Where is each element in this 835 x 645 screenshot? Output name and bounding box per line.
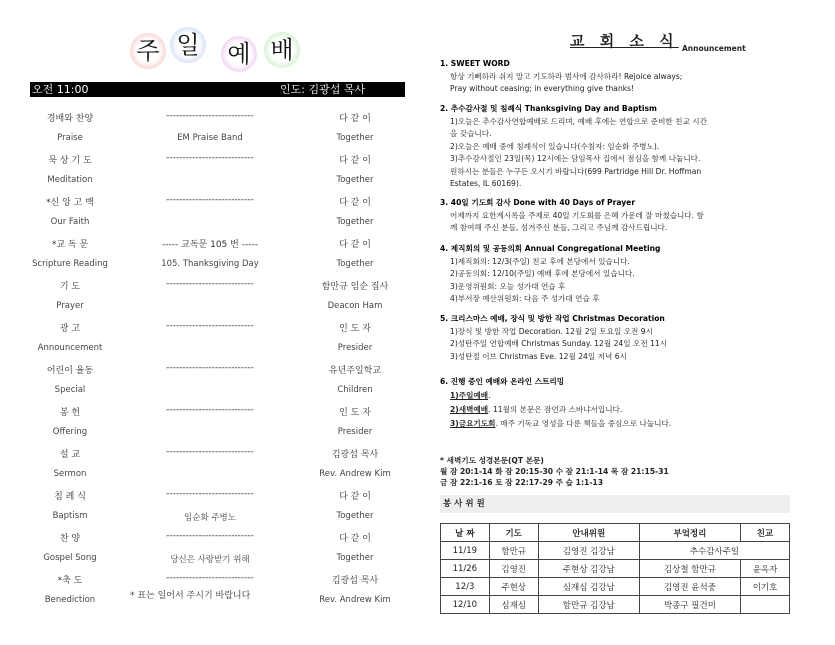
streaming-item	[440, 417, 800, 431]
volunteers-table	[440, 523, 790, 614]
order-item-person: 다 같 이	[339, 492, 371, 502]
order-item-detail: 105. Thanksgiving Day	[161, 259, 259, 269]
volunteers-cell: 심재심	[489, 596, 538, 614]
order-item-name: 묵 상 기 도	[48, 156, 92, 166]
announcement-heading: 3. 40일 기도회 감사 Done with 40 Days of Prayer	[440, 198, 636, 207]
order-item-person: Children	[337, 385, 373, 395]
order-item-person: 김광섭 목사	[331, 450, 379, 460]
announcement-section	[440, 197, 800, 235]
table-row	[441, 542, 790, 560]
order-item-person: Together	[336, 175, 374, 185]
order-item-detail: ---------------------------	[166, 573, 254, 583]
volunteers-cell: 심재심 김강남	[538, 578, 639, 596]
volunteers-cell: 이기호	[741, 578, 790, 596]
volunteers-title: 봉 사 위 원	[440, 495, 790, 513]
order-item-name: *신 앙 고 백	[46, 198, 94, 208]
announcement-line: Pray without ceasing; in everything give thanks!	[450, 84, 635, 93]
news-title: 교 회 소 식	[570, 32, 679, 50]
streaming-desc: . 매주 기독교 영성을 다룬 책들을 중심으로 나눕니다.	[495, 419, 672, 428]
order-item-detail: ---------------------------	[166, 111, 254, 121]
announcement-line: 1)장식 및 방한 작업 Decoration. 12월 2일 토요일 오전 9시	[450, 326, 653, 336]
streaming-label[interactable]: 1)주일예배	[450, 391, 489, 400]
announcement-heading: 1. SWEET WORD	[440, 59, 510, 68]
order-item-detail: ---------------------------	[166, 447, 254, 457]
order-item-person: Together	[336, 259, 374, 269]
streaming-label[interactable]: 2)새벽예배	[450, 405, 489, 414]
volunteers-cell: 박종구 필건미	[639, 596, 740, 614]
volunteers-cell: 주현상	[489, 578, 538, 596]
table-row	[441, 560, 790, 578]
order-item-detail: 당신은 사랑받기 위해	[170, 555, 250, 565]
news-subtitle: Announcement	[682, 44, 746, 53]
order-item-name: *축 도	[57, 576, 83, 586]
order-item-person: 인 도 자	[339, 408, 371, 418]
order-item-name: 경배와 찬양	[46, 114, 94, 124]
announcement-line: 3)운영위원회: 오늘 성가대 연습 후	[450, 281, 566, 291]
order-item-person: 유년주일학교	[328, 366, 382, 376]
announcement-line: 1)오늘은 추수감사연합예배로 드리며, 예배 후에는 연합으로 준비한 친교 시간	[450, 116, 707, 126]
order-item-person: 다 같 이	[339, 534, 371, 544]
announcement-section	[440, 313, 800, 363]
qt-section	[440, 455, 800, 488]
order-item-name: Special	[54, 385, 86, 395]
title-char-4: 배	[264, 32, 300, 68]
order-item-person: 인 도 자	[339, 324, 371, 334]
order-item-name: Our Faith	[50, 217, 90, 227]
volunteers-header-cell: 기도	[489, 524, 538, 542]
announcement-heading: 4. 제직회의 및 공동의회 Annual Congregational Meeting	[440, 244, 661, 253]
order-item-person: Together	[336, 217, 374, 227]
order-item-name: 어린이 율동	[46, 366, 94, 376]
order-item-detail: EM Praise Band	[177, 133, 243, 143]
order-item-person: Presider	[337, 343, 373, 353]
qt-title: * 새벽기도 성경본문(QT 본문)	[440, 456, 544, 465]
announcement-heading: 6. 진행 중인 예배와 온라인 스트리밍	[440, 377, 565, 386]
order-item-detail: ---------------------------	[166, 195, 254, 205]
order-item-detail: ---------------------------	[166, 279, 254, 289]
service-header-bar	[30, 82, 405, 97]
volunteers-cell: 추수감사주일	[639, 542, 789, 560]
streaming-item	[440, 389, 800, 403]
announcement-line: Estates, IL 60169).	[450, 179, 522, 188]
order-item-name: 기 도	[59, 282, 81, 292]
announcement-section	[440, 103, 800, 191]
order-item-person: 함만규 임순 집사	[321, 282, 389, 292]
order-item-person: 김광섭 목사	[331, 576, 379, 586]
announcement-heading: 2. 추수감사절 및 침례식 Thanksgiving Day and Baptism	[440, 104, 657, 113]
qt-line: 월 잠 20:1-14 화 잠 20:15-30 수 잠 21:1-14 목 잠 21:15-31	[440, 467, 669, 476]
volunteers-header-cell: 안내위원	[538, 524, 639, 542]
volunteers-cell: 12/10	[441, 596, 490, 614]
title-char-3: 예	[221, 36, 257, 72]
order-item-name: Gospel Song	[43, 553, 97, 563]
order-item-person: Rev. Andrew Kim	[319, 469, 391, 479]
service-leader: 인도: 김광섭 목사	[280, 83, 366, 96]
streaming-desc: . 11월의 본문은 잠언과 스바냐서입니다.	[488, 405, 623, 414]
order-item-name: Praise	[57, 133, 83, 143]
order-item-name: Announcement	[37, 343, 103, 353]
order-item-name: 찬 양	[59, 534, 81, 544]
order-item-name: Benediction	[44, 595, 96, 605]
order-item-name: 침 례 식	[54, 492, 86, 502]
order-item-person: Rev. Andrew Kim	[319, 595, 391, 605]
announcement-line: 2)성탄주일 연합예배 Christmas Sunday. 12월 24일 오전 11시	[450, 339, 668, 348]
order-item-name: 광 고	[59, 324, 81, 334]
volunteers-header-cell: 친교	[741, 524, 790, 542]
order-item-detail: ---------------------------	[166, 321, 254, 331]
announcement-line: 4)부서장 예산위원회: 다음 주 성가대 연습 후	[450, 294, 600, 303]
volunteers-cell: 함만규 김강남	[538, 596, 639, 614]
order-item-name: Scripture Reading	[32, 259, 108, 269]
volunteers-cell: 윤옥자	[741, 560, 790, 578]
announcement-line: 3)성탄절 이브 Christmas Eve. 12월 24일 저녁 6시	[450, 351, 627, 361]
qt-line: 금 잠 22:1-16 토 잠 22:17-29 주 습 1:1-13	[440, 478, 603, 487]
service-time: 오전 11:00	[32, 83, 89, 96]
announcement-line: 3)추수감사절인 23일(목) 12시에는 담임목사 집에서 점심을 함께 나눕니다.	[450, 154, 701, 163]
volunteers-cell	[741, 596, 790, 614]
order-item-person: 다 같 이	[339, 198, 371, 208]
volunteers-cell: 주현상 김강남	[538, 560, 639, 578]
volunteers-header-cell: 부엌정리	[639, 524, 740, 542]
order-item-name: 설 교	[59, 450, 81, 460]
order-item-person: Presider	[337, 427, 373, 437]
volunteers-cell: 함만규	[489, 542, 538, 560]
order-item-detail: ---------------------------	[166, 405, 254, 415]
announcement-heading: 5. 크리스마스 예배, 장식 및 방한 작업 Christmas Decoration	[440, 314, 665, 323]
announcement-line: 2)공동의회: 12/10(주일) 예배 후에 본당에서 있습니다.	[450, 269, 635, 278]
order-item-person: Deacon Ham	[327, 301, 383, 311]
volunteers-cell: 김영진 윤석중	[639, 578, 740, 596]
volunteers-cell: 김상철 함만규	[639, 560, 740, 578]
table-row	[441, 578, 790, 596]
order-item-person: Together	[336, 133, 374, 143]
announcement-section	[440, 243, 800, 306]
announcement-line: 원하시는 분들은 누구든 오시기 바랍니다(699 Partridge Hill Dr. Hoffman	[450, 166, 702, 176]
announcement-line: 께 참여해 주신 분들, 섬겨주신 분들, 그리고 주님께 감사드립니다.	[450, 223, 668, 232]
table-row	[441, 596, 790, 614]
order-item-person: Together	[336, 511, 374, 521]
order-item-detail: ---------------------------	[166, 489, 254, 499]
order-item-name: Meditation	[47, 175, 93, 185]
order-item-person: Together	[336, 553, 374, 563]
order-item-name: Offering	[52, 427, 88, 437]
title-char-1: 주	[130, 33, 166, 69]
order-item-name: Sermon	[53, 469, 87, 479]
order-item-person: 다 같 이	[339, 156, 371, 166]
announcement-line: 1)제직회의: 12/3(주일) 친교 후에 본당에서 있습니다.	[450, 256, 630, 266]
announcement-line: 항상 기뻐하라 쉬지 말고 기도하라 범사에 감사하라! Rejoice always;	[450, 71, 683, 81]
order-item-name: Baptism	[52, 511, 88, 521]
order-item-person: 다 같 이	[339, 240, 371, 250]
announcement-line: 어제까지 요한계시록을 주제로 40일 기도회를 은혜 가운데 잘 마쳤습니다. 함	[450, 210, 704, 220]
announcement-line: 을 갖습니다.	[450, 129, 492, 138]
volunteers-header-cell: 날 짜	[441, 524, 490, 542]
order-item-name: 봉 헌	[59, 408, 81, 418]
volunteers-cell: 김영진 김강남	[538, 542, 639, 560]
volunteers-cell: 김영진	[489, 560, 538, 578]
order-item-detail: ---------------------------	[166, 153, 254, 163]
volunteers-cell: 12/3	[441, 578, 490, 596]
order-item-name: *교 독 문	[51, 240, 89, 250]
announcement-section	[440, 58, 800, 96]
order-item-detail: ---------------------------	[166, 363, 254, 373]
streaming-item	[440, 403, 800, 417]
announcement-section	[440, 375, 800, 431]
announcement-line: 2)오늘은 예배 중에 침례식이 있습니다(수침자: 임순화 주병노).	[450, 141, 660, 151]
order-item-detail: 임순화 주병노	[184, 513, 236, 523]
footnote: * 표는 일어서 주시기 바랍니다	[130, 591, 251, 601]
volunteers-cell: 11/19	[441, 542, 490, 560]
streaming-label[interactable]: 3)금요기도회	[450, 419, 496, 428]
streaming-desc: .	[488, 391, 491, 400]
order-item-name: Prayer	[56, 301, 84, 311]
title-char-2: 일	[170, 27, 206, 63]
volunteers-cell: 11/26	[441, 560, 490, 578]
order-item-person: 다 같 이	[339, 114, 371, 124]
order-item-detail: ---------------------------	[166, 531, 254, 541]
order-item-detail: ----- 교독문 105 번 -----	[162, 240, 258, 250]
